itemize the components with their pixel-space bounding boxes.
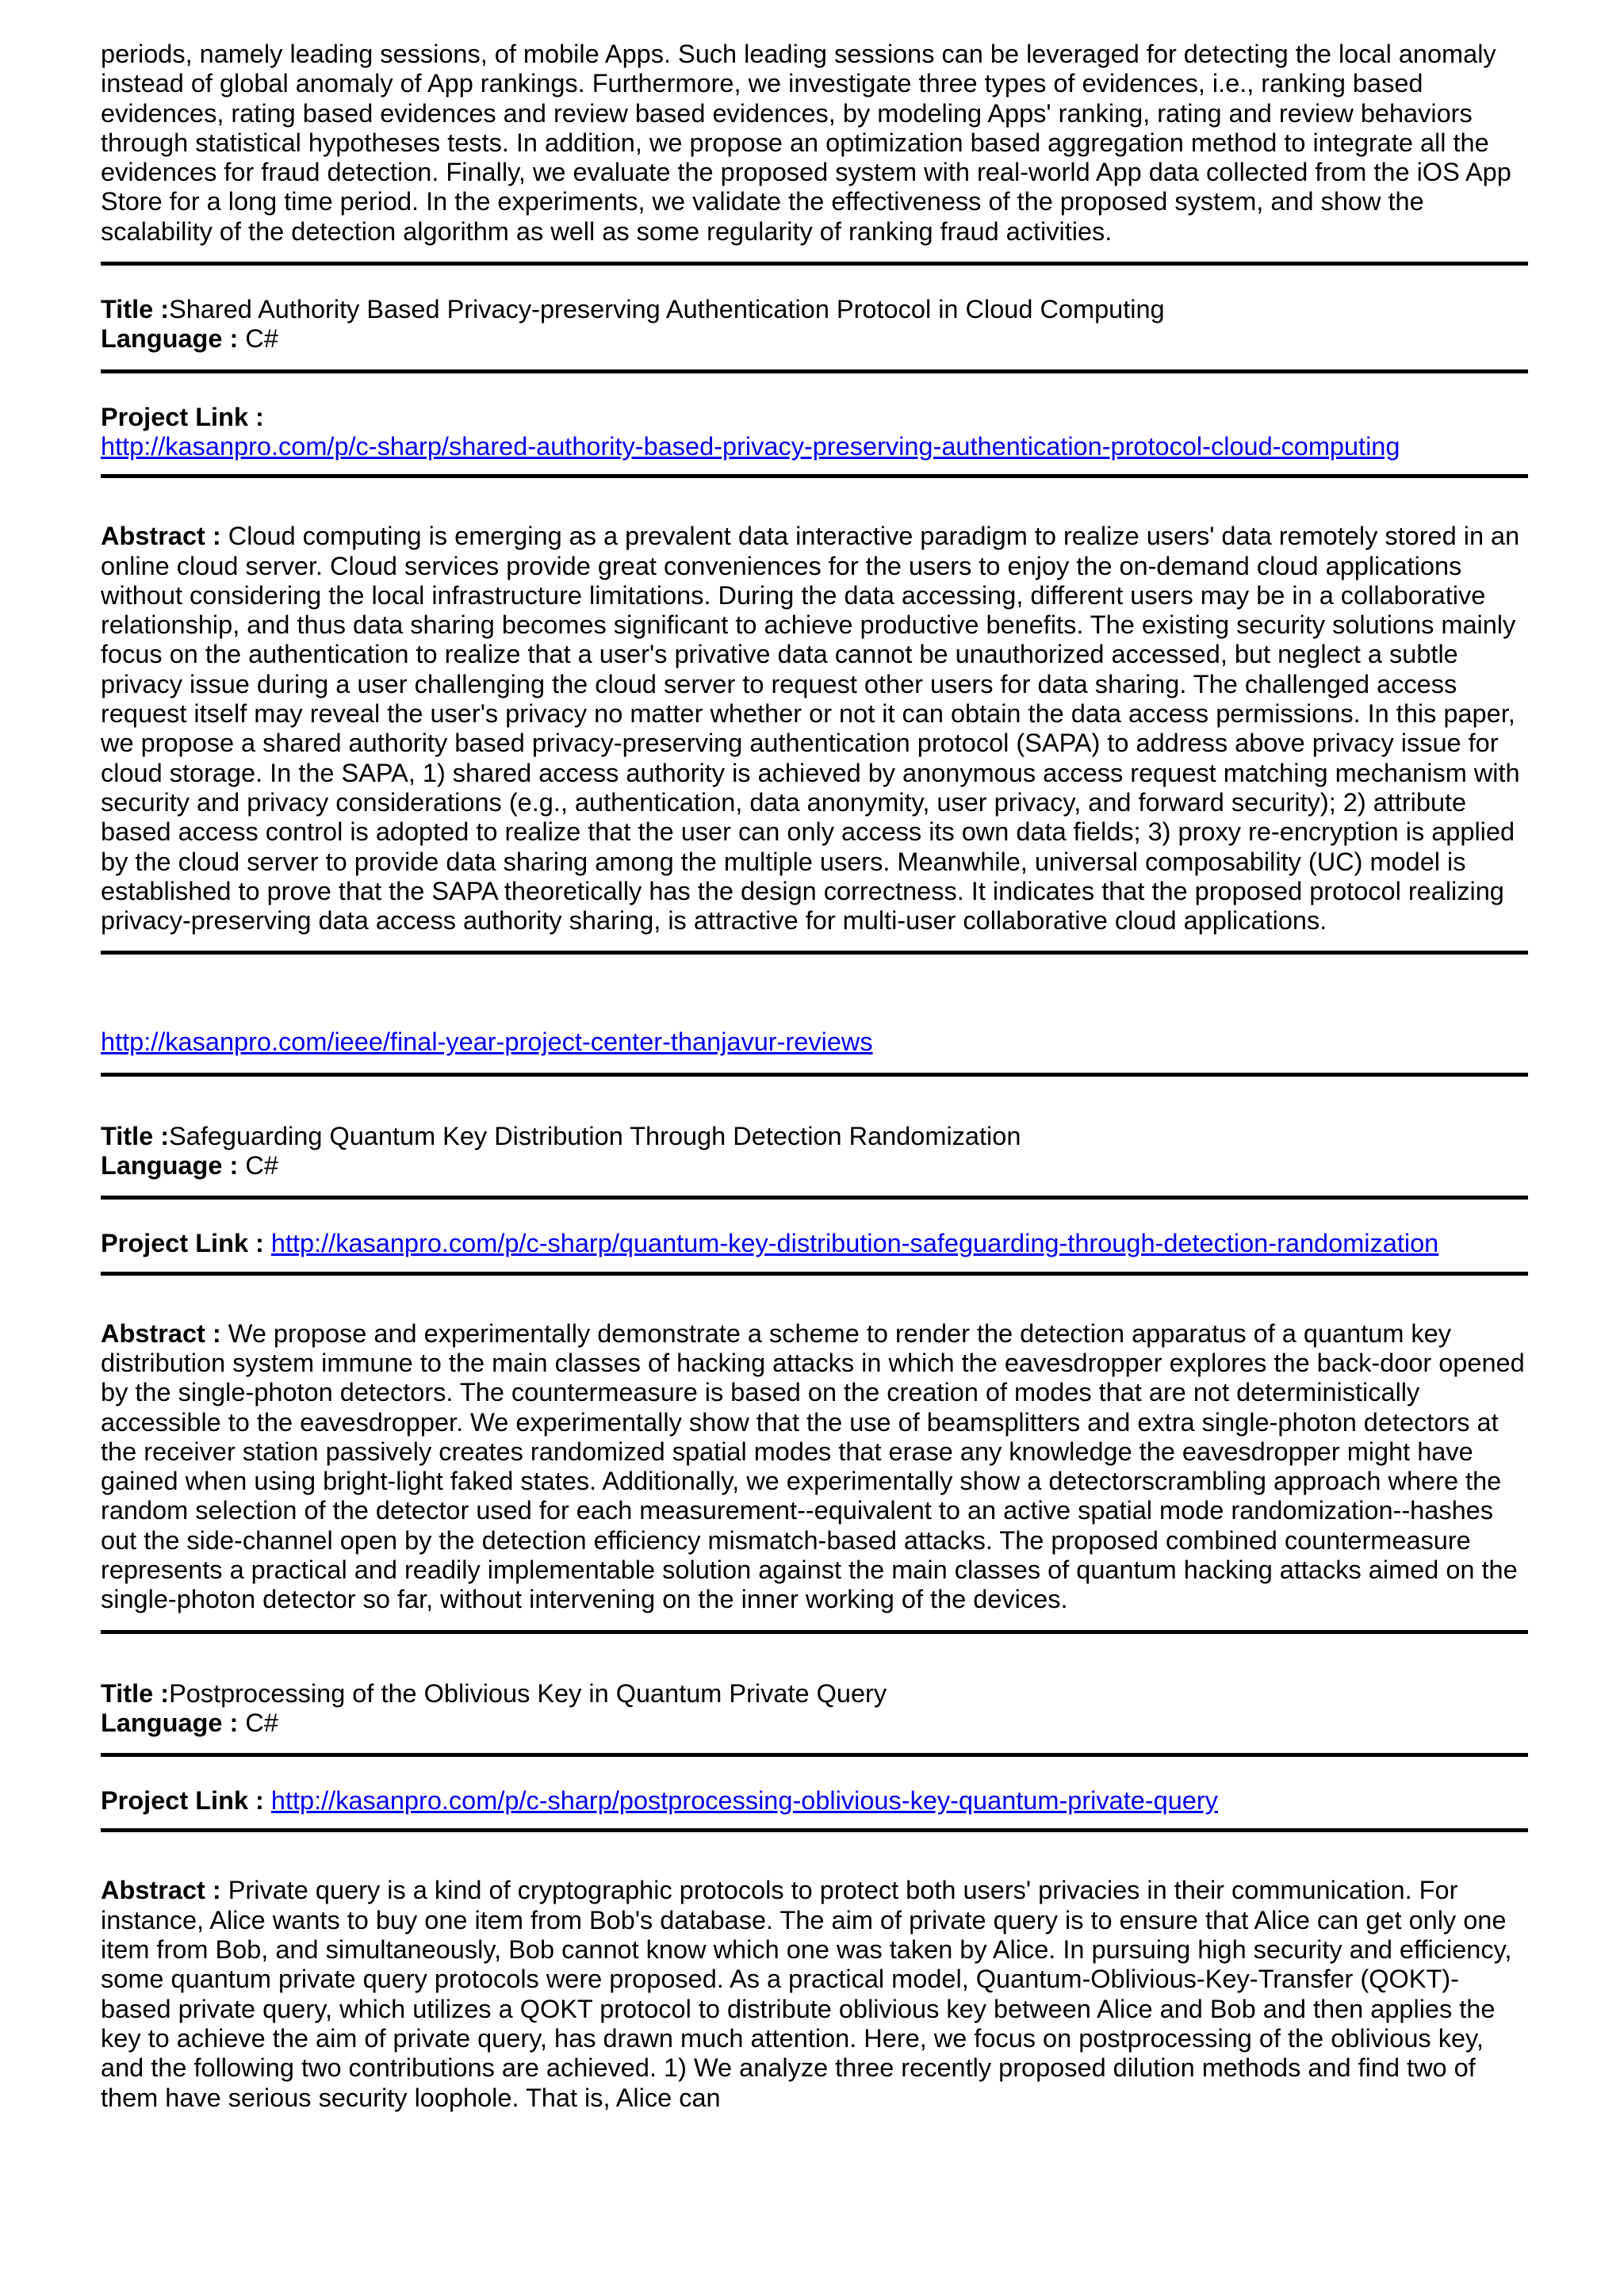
abstract-text: Cloud computing is emerging as a prevalent data interactive paradigm to realize users' data remotely stored in an online cloud server. Cloud services provide great conveniences for the users to enjoy the on-demand cloud applications without considering the local infrastructure limitations. During the data accessing, different users may be in a collaborative relationship, and thus data sharing becomes significant to achieve productive benefits. The existing security solutions mainly focus on the authentication to realize that a user's privative data cannot be unauthorized accessed, but neglect a subtle privacy issue during a user challenging the cloud server to request other users for data sharing. The challenged access request itself may reveal the user's privacy no matter whether or not it can obtain the data access permissions. In this paper, we propose a shared authority based privacy-preserving authentication protocol (SAPA) to address above privacy issue for cloud storage. In the SAPA, 1) shared access authority is achieved by anonymous access request matching mechanism with security and privacy considerations (e.g., authentication, data anonymity, user privacy, and forward security); 2) attribute based access control is adopted to realize that the user can only access its own data fields; 3) proxy re-encryption is applied by the cloud server to provide data sharing among the multiple users. Meanwhile, universal composability (UC) model is established to prove that the SAPA theoretically has the design correctness. It indicates that the proposed protocol realizing privacy-preserving data access authority sharing, is attractive for multi-user collaborative cloud applications. [101, 522, 1520, 936]
abstract-text: We propose and experimentally demonstrate a scheme to render the detection apparatus of a quantum key distribution system immune to the main classes of hacking attacks in which the eavesdropper explores the back-door opened by the single-photon detectors. The countermeasure is based on the creation of modes that are not deterministically accessible to the eavesdropper. We experimentally show that the use of beamsplitters and extra single-photon detectors at the receiver station passively creates randomized spatial modes that erase any knowledge the eavesdropper might have gained when using bright-light faked states. Additionally, we experimentally show a detectorscrambling approach where the random selection of the detector used for each measurement--equivalent to an active spatial mode randomization--hashes out the side-channel open by the detection efficiency mismatch-based attacks. The proposed combined countermeasure represents a practical and readily implementable solution against the main classes of quantum hacking attacks aimed on the single-photon detector so far, without intervening on the inner working of the devices. [101, 1318, 1525, 1614]
divider [101, 1828, 1528, 1832]
project-link-label: Project Link : [101, 1229, 264, 1258]
title-line [101, 1679, 1528, 1709]
language-label: Language : [101, 1151, 239, 1181]
project-language: C# [245, 324, 278, 354]
project-link[interactable]: http://kasanpro.com/p/c-sharp/quantum-key-distribution-safeguarding-through-detection-randomization [270, 1229, 1439, 1258]
reviews-link[interactable]: http://kasanpro.com/ieee/final-year-project-center-thanjavur-reviews [101, 1027, 873, 1057]
title-line [101, 1122, 1528, 1151]
divider [101, 1073, 1528, 1077]
project-link-label: Project Link : [101, 1786, 264, 1816]
language-label: Language : [101, 324, 239, 354]
reviews-link-line [101, 1027, 1528, 1072]
project-header-3 [101, 1679, 1528, 1754]
title-label: Title : [101, 1678, 170, 1708]
divider [101, 369, 1528, 373]
project-link-block-3 [101, 1786, 1528, 1828]
language-line [101, 1151, 1528, 1181]
project-header-2 [101, 1122, 1528, 1196]
divider [101, 474, 1528, 478]
project-abstract-2 [101, 1319, 1528, 1630]
language-label: Language : [101, 1708, 239, 1737]
language-line [101, 1709, 1528, 1738]
project-language: C# [245, 1708, 278, 1737]
project-title: Shared Authority Based Privacy-preserving Authentication Protocol in Cloud Computing [169, 295, 1165, 324]
intro-paragraph: periods, namely leading sessions, of mobile Apps. Such leading sessions can be leveraged for detecting the local anomaly instead of global anomaly of App rankings. Furthermore, we investigate three types of evidences, i.e., ranking based evidences, rating based evidences and review based evidences, by modeling Apps' ranking, rating and review behaviors through statistical hypotheses tests. In addition, we propose an optimization based aggregation method to integrate all the evidences for fraud detection. Finally, we evaluate the proposed system with real-world App data collected from the iOS App Store for a long time period. In the experiments, we validate the effectiveness of the proposed system, and show the scalability of the detection algorithm as well as some regularity of ranking fraud activities. [101, 40, 1511, 246]
divider [101, 1630, 1528, 1634]
project-link-label: Project Link : [101, 402, 264, 431]
project-link-block-2 [101, 1229, 1528, 1271]
language-line [101, 324, 1528, 354]
project-abstract-1 [101, 522, 1528, 951]
project-link[interactable]: http://kasanpro.com/p/c-sharp/postprocessing-oblivious-key-quantum-private-query [270, 1786, 1218, 1816]
project-header-1 [101, 295, 1528, 369]
project-link-block-1 [101, 403, 1528, 475]
divider [101, 262, 1528, 266]
project-link[interactable]: http://kasanpro.com/p/c-sharp/shared-authority-based-privacy-preserving-authentication-protocol-cloud-computing [101, 431, 1400, 461]
title-label: Title : [101, 1121, 170, 1150]
abstract-label: Abstract : [101, 1876, 221, 1905]
project-abstract-3 [101, 1876, 1528, 2112]
divider [101, 1272, 1528, 1276]
divider [101, 1196, 1528, 1200]
project-title: Postprocessing of the Oblivious Key in Quantum Private Query [169, 1678, 887, 1708]
abstract-label: Abstract : [101, 522, 221, 551]
divider [101, 951, 1528, 955]
document-page [101, 40, 1528, 2113]
abstract-text: Private query is a kind of cryptographic protocols to protect both users' privacies in their communication. For instance, Alice wants to buy one item from Bob's database. The aim of private query is to ensure that Alice can get only one item from Bob, and simultaneously, Bob cannot know which one was taken by Alice. In pursuing high security and efficiency, some quantum private query protocols were proposed. As a practical model, Quantum-Oblivious-Key-Transfer (QOKT)-based private query, which utilizes a QOKT protocol to distribute oblivious key between Alice and Bob and then applies the key to achieve the aim of private query, has drawn much attention. Here, we focus on postprocessing of the oblivious key, and the following two contributions are achieved. 1) We analyze three recently proposed dilution methods and find two of them have serious security loophole. That is, Alice can [101, 1876, 1512, 2112]
project-language: C# [245, 1151, 278, 1181]
abstract-label: Abstract : [101, 1318, 221, 1348]
title-label: Title : [101, 295, 170, 324]
project-title: Safeguarding Quantum Key Distribution Through Detection Randomization [169, 1121, 1021, 1150]
divider [101, 1753, 1528, 1757]
title-line [101, 295, 1528, 324]
